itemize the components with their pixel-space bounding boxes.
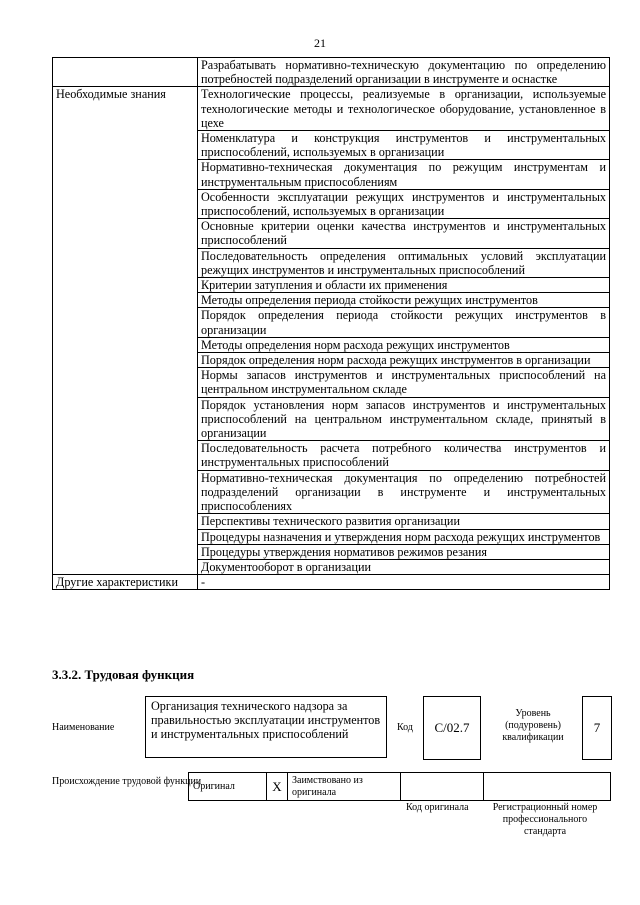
other-value: - (198, 575, 610, 590)
knowledge-item: Последовательность определения оптимальных условий эксплуатации режущих инструментов и инструментальных приспособлений (198, 248, 610, 277)
reg-number-label: Регистрационный номер профессионального стандарта (492, 802, 598, 837)
knowledge-item: Перспективы технического развития организации (198, 514, 610, 529)
empty-cell (53, 58, 198, 87)
original-code-label: Код оригинала (406, 802, 469, 813)
other-label: Другие характеристики (53, 575, 198, 590)
knowledge-item: Последовательность расчета потребного количества инструментов и инструментальных приспособлений (198, 441, 610, 470)
knowledge-item: Нормы запасов инструментов и инструментальных приспособлений на центральном инструментальном складе (198, 368, 610, 397)
table-row (53, 87, 610, 131)
origin-label: Происхождение трудовой функции (52, 776, 202, 787)
knowledge-item: Технологические процессы, реализуемые в организации, используемые технологические методы и технологическое оборудование, установленное в цехе (198, 87, 610, 131)
code-box: C/02.7 (423, 696, 481, 760)
knowledge-item: Нормативно-техническая документация по определению потребностей подразделений организации в инструменте и инструментальных приспособлениях (198, 470, 610, 514)
level-box: 7 (582, 696, 612, 760)
reg-number-cell (484, 773, 611, 801)
knowledge-item: Документооборот в организации (198, 559, 610, 574)
table-row (53, 575, 610, 590)
level-label: Уровень (подуровень) квалификации (502, 708, 564, 743)
knowledge-item: Критерии затупления и области их применения (198, 278, 610, 293)
code-label: Код (397, 722, 413, 733)
function-name-box: Организация технического надзора за правильностью эксплуатации инструментов и инструментальных приспособлений (145, 696, 387, 758)
original-code-cell (401, 773, 484, 801)
knowledge-item: Процедуры утверждения нормативов режимов резания (198, 544, 610, 559)
section-title: 3.3.2. Трудовая функция (52, 667, 195, 682)
knowledge-item: Основные критерии оценки качества инструментов и инструментальных приспособлений (198, 219, 610, 248)
borrowed-label: Заимствовано из оригинала (288, 773, 401, 801)
knowledge-item: Методы определения норм расхода режущих инструментов (198, 337, 610, 352)
knowledge-item: Порядок установления норм запасов инструментов и инструментальных приспособлений на центральном инструментальном складе, принятый в организации (198, 397, 610, 441)
knowledge-item: Порядок определения периода стойкости режущих инструментов в организации (198, 308, 610, 337)
knowledge-item: Порядок определения норм расхода режущих инструментов в организации (198, 353, 610, 368)
knowledge-item: Процедуры назначения и утверждения норм расхода режущих инструментов (198, 529, 610, 544)
skill-cell: Разрабатывать нормативно-техническую документацию по определению потребностей подразделений организации в инструменте и оснастке (198, 58, 610, 87)
requirements-table (52, 57, 610, 590)
name-label: Наименование (52, 722, 115, 733)
origin-table (188, 772, 611, 801)
original-mark: X (267, 773, 288, 801)
knowledge-label: Необходимые знания (53, 87, 198, 575)
knowledge-item: Нормативно-техническая документация по режущим инструментам и инструментальным приспособлениям (198, 160, 610, 189)
original-label: Оригинал (189, 773, 267, 801)
table-row (53, 58, 610, 87)
knowledge-item: Методы определения периода стойкости режущих инструментов (198, 293, 610, 308)
page-number: 21 (314, 36, 326, 50)
knowledge-item: Особенности эксплуатации режущих инструментов и инструментальных приспособлений, используемых в организации (198, 189, 610, 218)
knowledge-item: Номенклатура и конструкция инструментов и инструментальных приспособлений, используемых в организации (198, 131, 610, 160)
